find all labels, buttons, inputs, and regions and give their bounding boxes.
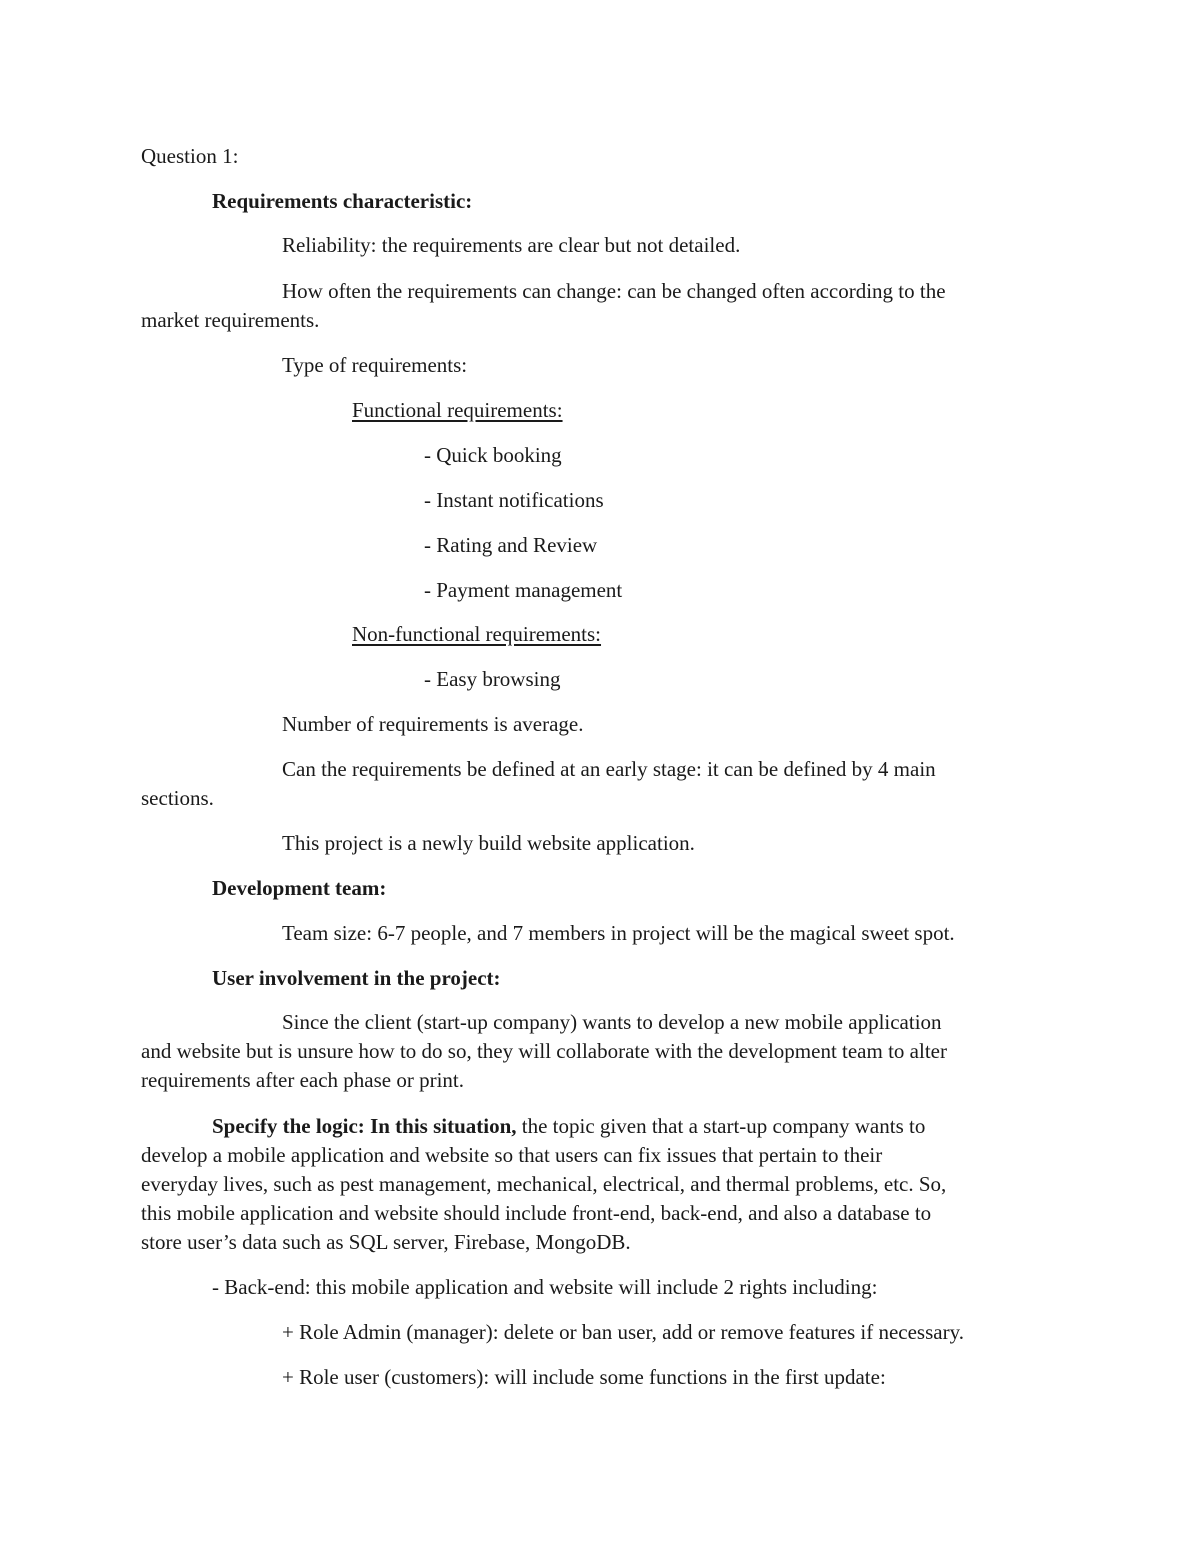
change-text-line-2: market requirements. xyxy=(141,308,320,332)
logic-label: Specify the logic: xyxy=(212,1114,365,1138)
role-user-text: + Role user (customers): will include some functions in the first update: xyxy=(282,1365,886,1389)
team-size-text: Team size: 6-7 people, and 7 members in project will be the magical sweet spot. xyxy=(282,921,955,945)
functional-item: - Instant notifications xyxy=(424,488,604,512)
logic-line: everyday lives, such as pest management, mechanical, electrical, and thermal problems, etc. So, xyxy=(141,1172,947,1196)
logic-paragraph-line-1 xyxy=(212,1112,925,1140)
type-of-requirements: Type of requirements: xyxy=(282,353,468,377)
logic-line-1-rest: the topic given that a start-up company wants to xyxy=(521,1114,926,1138)
functional-requirements-heading: Functional requirements: xyxy=(352,398,563,422)
role-admin-text: + Role Admin (manager): delete or ban user, add or remove features if necessary. xyxy=(282,1320,964,1344)
requirements-heading: Requirements characteristic: xyxy=(212,189,473,213)
change-text-line-1: How often the requirements can change: can be changed often according to the xyxy=(282,279,946,303)
development-team-heading: Development team: xyxy=(212,876,387,900)
user-involvement-heading: User involvement in the project: xyxy=(212,966,501,990)
user-involvement-line-3: requirements after each phase or print. xyxy=(141,1068,465,1092)
number-of-requirements: Number of requirements is average. xyxy=(282,712,584,736)
logic-line: this mobile application and website should include front-end, back-end, and also a database to xyxy=(141,1201,932,1225)
project-description: This project is a newly build website application. xyxy=(282,831,695,855)
nonfunctional-requirements-heading: Non-functional requirements: xyxy=(352,622,602,646)
functional-item: - Payment management xyxy=(424,578,623,602)
functional-item: - Quick booking xyxy=(424,443,562,467)
user-involvement-line-1: Since the client (start-up company) wants to develop a new mobile application xyxy=(282,1010,942,1034)
reliability-text: Reliability: the requirements are clear but not detailed. xyxy=(282,233,741,257)
functional-item: - Rating and Review xyxy=(424,533,598,557)
logic-line: store user’s data such as SQL server, Firebase, MongoDB. xyxy=(141,1230,631,1254)
nonfunctional-item: - Easy browsing xyxy=(424,667,561,691)
question-label: Question 1: xyxy=(141,144,239,168)
logic-line: develop a mobile application and website so that users can fix issues that pertain to their xyxy=(141,1143,883,1167)
logic-situation: In this situation, xyxy=(370,1114,517,1138)
user-involvement-line-2: and website but is unsure how to do so, they will collaborate with the development team to alter xyxy=(141,1039,947,1063)
backend-text: - Back-end: this mobile application and website will include 2 rights including: xyxy=(212,1275,878,1299)
early-stage-line-1: Can the requirements be defined at an early stage: it can be defined by 4 main xyxy=(282,757,936,781)
early-stage-line-2: sections. xyxy=(141,786,214,810)
